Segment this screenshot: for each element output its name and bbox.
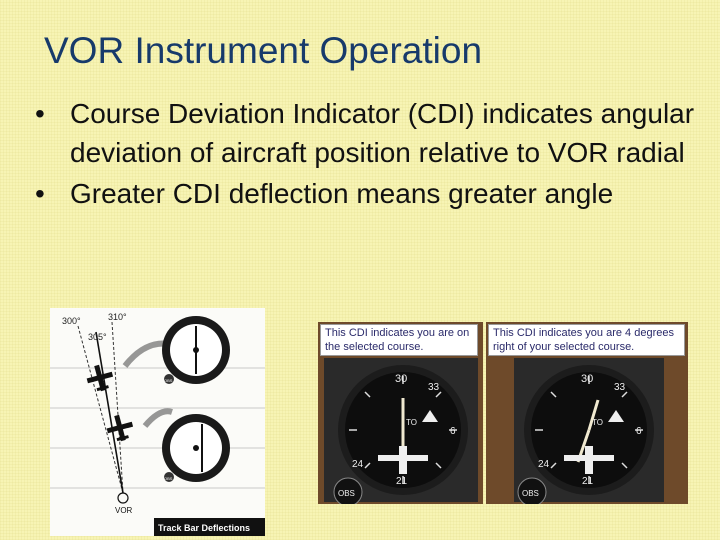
cdi-gauge-icon: [162, 414, 230, 482]
bullet-item: [35, 94, 695, 172]
dial-number: 6: [450, 426, 456, 437]
radial-label: 300°: [62, 316, 81, 326]
dial-number: 21: [582, 476, 594, 487]
cdi-photo-on-course: [318, 322, 483, 504]
cdi-gauge-icon: [162, 316, 230, 384]
bullet-marker: •: [35, 178, 45, 209]
bullet-marker: •: [35, 98, 45, 129]
station-label: VOR: [115, 506, 133, 515]
dial-number: 33: [428, 382, 440, 393]
dial-number: 24: [352, 459, 364, 470]
dial-number: 33: [614, 382, 626, 393]
radial-label: 305°: [88, 332, 107, 342]
gauge-label: OBS: [164, 476, 173, 481]
caption-4-degrees: This CDI indicates you are 4 degrees right of your selected course.: [488, 324, 685, 356]
bullet-list: [35, 94, 695, 215]
obs-knob-label: OBS: [338, 489, 355, 498]
dial-number: 21: [396, 476, 408, 487]
track-bar-diagram: [50, 308, 265, 536]
dial-number: 30: [581, 373, 594, 385]
dial-number: 6: [636, 426, 642, 437]
bullet-text: Course Deviation Indicator (CDI) indicates angular deviation of aircraft position relative to VOR radial: [70, 98, 695, 168]
to-flag: TO: [592, 418, 603, 427]
to-flag: TO: [406, 418, 417, 427]
cdi-photo-4-degrees: [486, 322, 688, 504]
dial-number: 30: [395, 373, 408, 385]
caption-on-course: This CDI indicates you are on the selected course.: [320, 324, 478, 356]
diagram-footer: Track Bar Deflections: [158, 523, 251, 533]
gauge-label: OBS: [164, 378, 173, 383]
bullet-text: Greater CDI deflection means greater angle: [70, 178, 614, 209]
dial-number: 24: [538, 459, 550, 470]
radial-label: 310°: [108, 312, 127, 322]
bullet-item: [35, 174, 695, 213]
obs-knob-label: OBS: [522, 489, 539, 498]
slide-title: VOR Instrument Operation: [44, 30, 483, 71]
